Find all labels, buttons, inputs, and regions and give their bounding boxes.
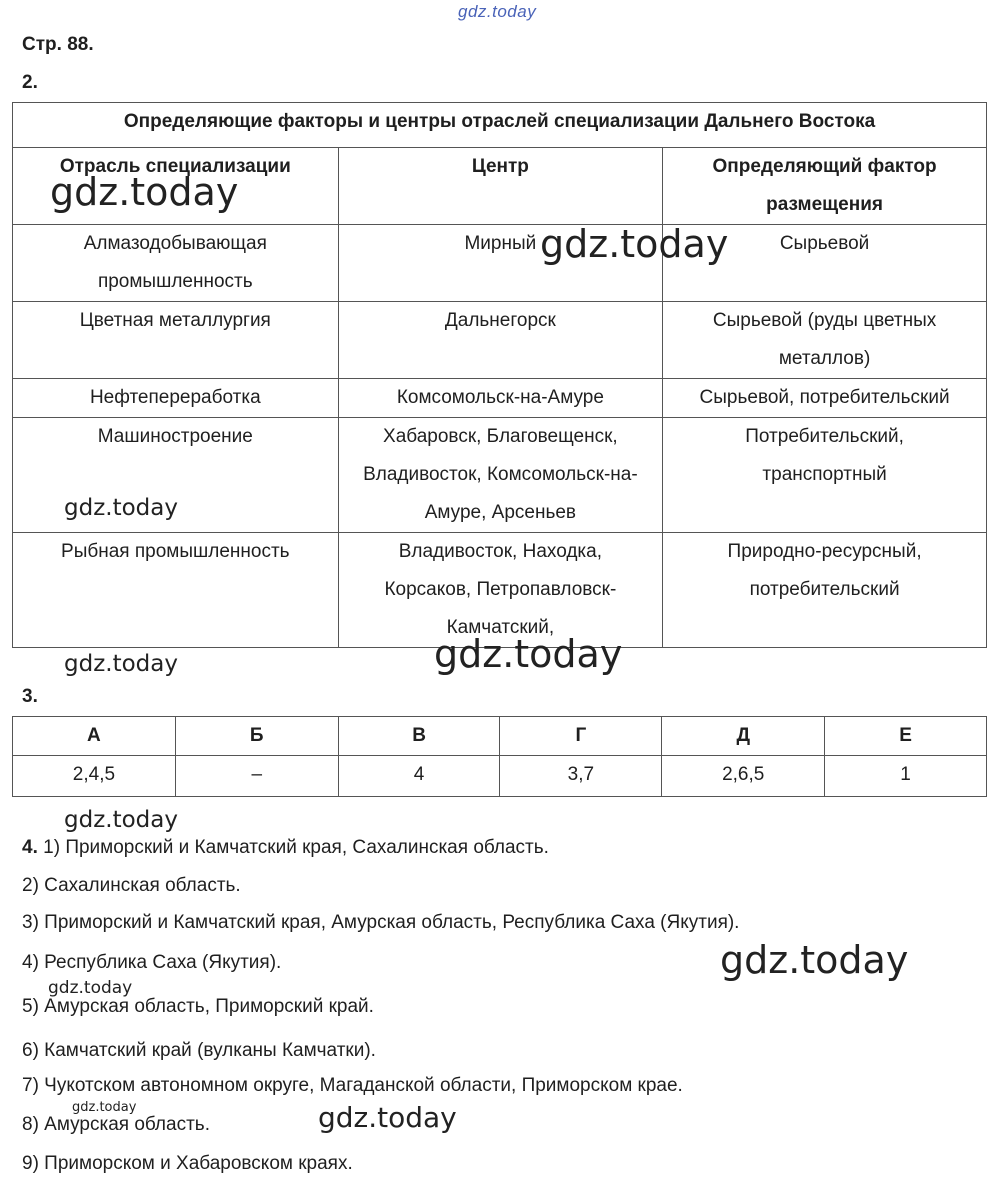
answer-cell: – [175, 756, 338, 797]
column-header-factor: Определяющий фактор размещения [663, 148, 987, 225]
answer-item-4: 4) Республика Саха (Якутия). [22, 952, 282, 973]
table-row [13, 756, 987, 797]
answer-item-3: 3) Приморский и Камчатский края, Амурская область, Республика Саха (Якутия). [22, 912, 740, 933]
watermark: gdz.today [318, 1101, 457, 1134]
cell-industry: Нефтепереработка [13, 379, 339, 418]
watermark: gdz.today [64, 495, 178, 521]
answer-cell: 1 [825, 756, 987, 797]
answer-item-9: 9) Приморском и Хабаровском краях. [22, 1153, 353, 1174]
cell-factor: Потребительский, транспортный [663, 418, 987, 533]
cell-industry: Машиностроение [13, 418, 339, 533]
answer-item-1: 4. 1) Приморский и Камчатский края, Сахалинская область. [22, 837, 549, 858]
column-header-a: А [13, 717, 176, 756]
matching-table [12, 716, 987, 797]
column-header-e: Е [825, 717, 987, 756]
watermark-top: gdz.today [458, 2, 537, 21]
watermark: gdz.today [64, 807, 178, 833]
cell-center: Комсомольск-на-Амуре [338, 379, 663, 418]
cell-center: Хабаровск, Благовещенск, Владивосток, Комсомольск-на-Амуре, Арсеньев [338, 418, 663, 533]
task-4-number: 4. [22, 837, 38, 858]
cell-factor: Сырьевой (руды цветных металлов) [663, 302, 987, 379]
table-caption: Определяющие факторы и центры отраслей специализации Дальнего Востока [13, 103, 987, 148]
column-header-g: Г [500, 717, 662, 756]
watermark: gdz.today [720, 938, 909, 982]
watermark: gdz.today [434, 632, 623, 676]
cell-factor: Сырьевой [663, 225, 987, 302]
answer-cell: 2,6,5 [662, 756, 825, 797]
answer-item-5: 5) Амурская область, Приморский край. [22, 996, 374, 1017]
answer-cell: 2,4,5 [13, 756, 176, 797]
answer-item-8: 8) Амурская область. [22, 1114, 210, 1135]
task-3-number: 3. [22, 686, 38, 707]
column-header-d: Д [662, 717, 825, 756]
column-header-industry: Отрасль специализации [13, 148, 339, 225]
watermark: gdz.today [48, 978, 133, 998]
column-header-v: В [338, 717, 500, 756]
cell-center: Владивосток, Находка, Корсаков, Петропавловск-Камчатский, [338, 533, 663, 648]
watermark: gdz.today [50, 170, 239, 214]
table-row [13, 225, 987, 302]
cell-factor: Сырьевой, потребительский [663, 379, 987, 418]
column-header-b: Б [175, 717, 338, 756]
cell-industry: Алмазодобывающая промышленность [13, 225, 339, 302]
cell-industry: Цветная металлургия [13, 302, 339, 379]
watermark: gdz.today [540, 222, 729, 266]
answer-cell: 4 [338, 756, 500, 797]
column-header-center: Центр [338, 148, 663, 225]
answer-item-2: 2) Сахалинская область. [22, 875, 241, 896]
cell-center: Мирный [338, 225, 663, 302]
cell-industry: Рыбная промышленность [13, 533, 339, 648]
task-2-number: 2. [22, 72, 38, 93]
table-row [13, 302, 987, 379]
watermark: gdz.today [72, 1100, 137, 1115]
table-row [13, 379, 987, 418]
answer-cell: 3,7 [500, 756, 662, 797]
answer-item-7: 7) Чукотском автономном округе, Магаданской области, Приморском крае. [22, 1075, 683, 1096]
watermark: gdz.today [64, 651, 178, 677]
table-row [13, 533, 987, 648]
cell-center: Дальнегорск [338, 302, 663, 379]
page-label: Стр. 88. [22, 34, 94, 55]
answer-item-6: 6) Камчатский край (вулканы Камчатки). [22, 1040, 376, 1061]
cell-factor: Природно-ресурсный, потребительский [663, 533, 987, 648]
